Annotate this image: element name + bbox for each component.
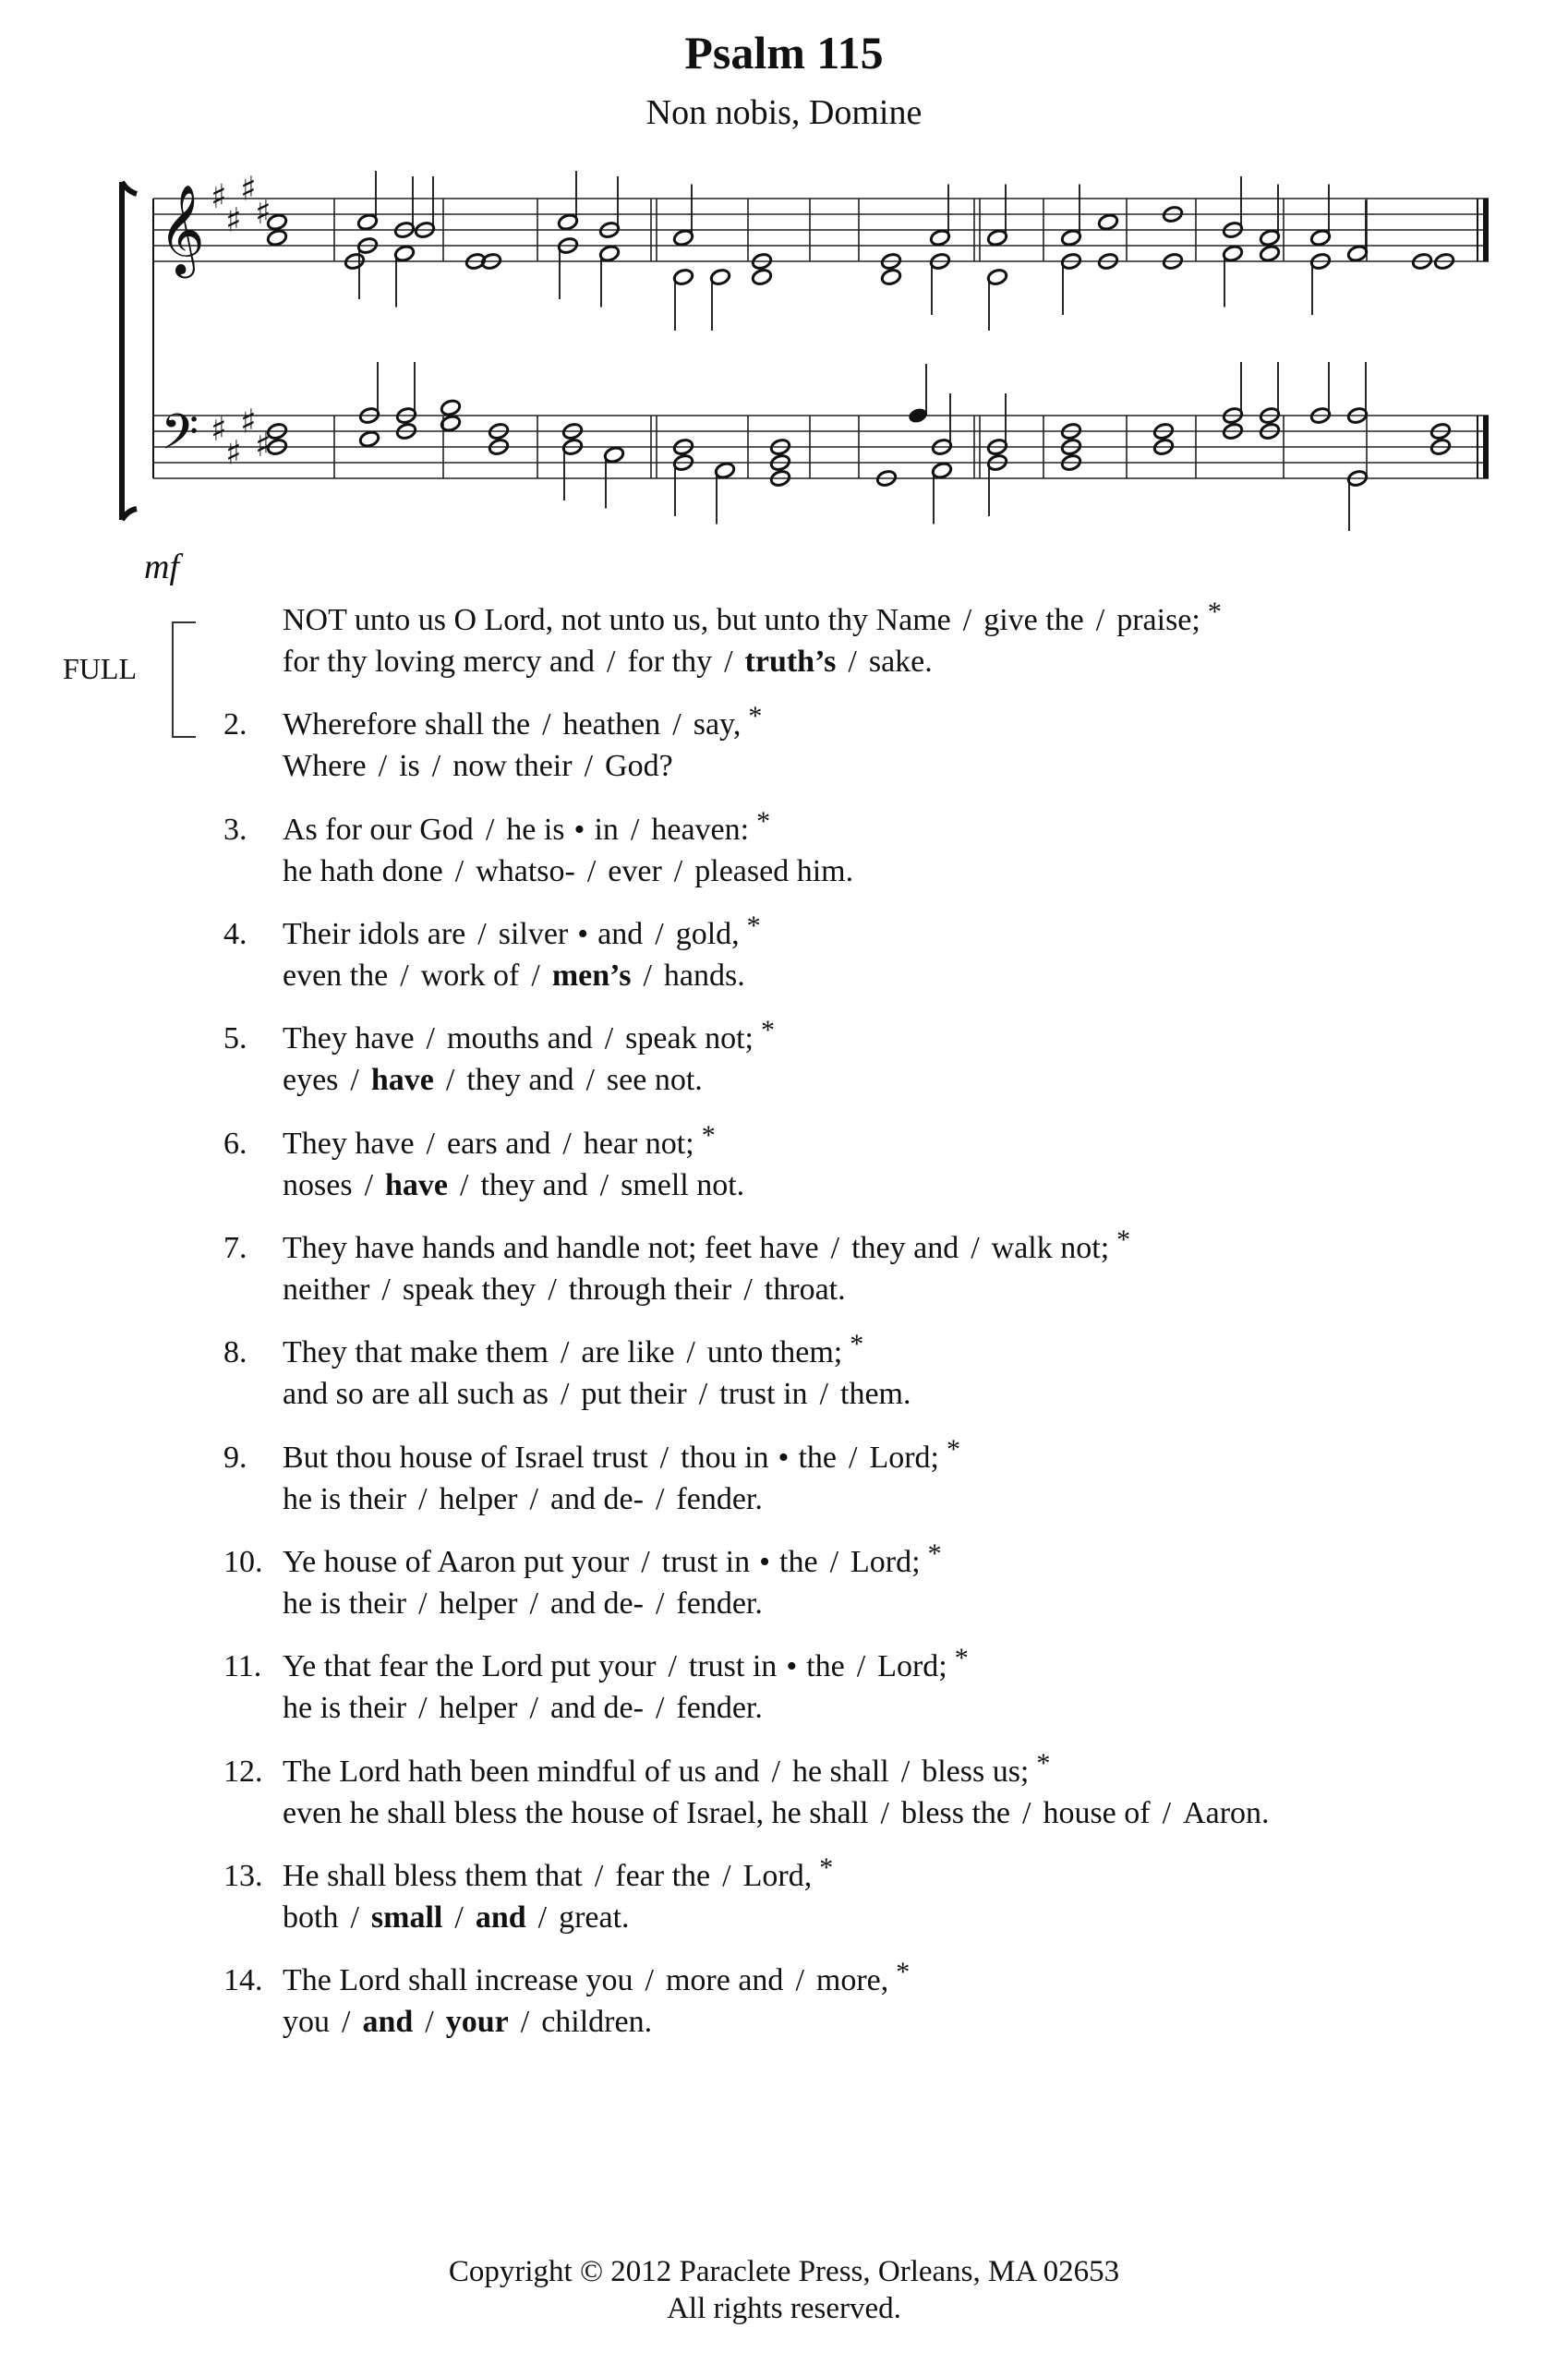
verse-first-half: [223, 1329, 911, 1374]
sharp-icon: ♯: [211, 411, 227, 449]
pointed-text: they and: [851, 1231, 959, 1265]
verse-second-half: [223, 746, 762, 787]
pointed-text: more and: [665, 1963, 784, 1997]
full-label: FULL: [63, 652, 137, 685]
bar-separator: /: [686, 1335, 695, 1369]
pointed-text: in: [594, 813, 619, 847]
pointed-text: speak they: [402, 1272, 537, 1307]
dynamic-marking: mf: [144, 548, 179, 586]
pointed-text: hear not;: [583, 1127, 694, 1161]
pointed-text: through their: [568, 1272, 732, 1307]
treble-notehead: [1259, 245, 1281, 263]
pointed-text: more,: [815, 1963, 889, 1997]
bar-separator: /: [445, 1063, 455, 1097]
bar-separator: /: [350, 1900, 359, 1935]
bar-separator: /: [560, 1377, 570, 1411]
verse: [223, 1434, 960, 1520]
verse-number: 11.: [223, 1649, 262, 1683]
sharp-icon: ♯: [240, 171, 257, 209]
bar-separator: /: [562, 1127, 572, 1161]
verse-first-half: [223, 1643, 969, 1688]
pointed-text: speak not;: [625, 1021, 754, 1055]
bar-separator: /: [381, 1272, 391, 1307]
pointed-text: children.: [541, 2005, 653, 2039]
mediation-asterisk: *: [850, 1329, 864, 1359]
pointed-text: sake.: [868, 645, 933, 679]
verse-second-half: [223, 851, 853, 892]
pointed-text: even he shall bless the house of Israel, he shall: [283, 1796, 869, 1830]
verse-number: 2.: [223, 707, 247, 742]
bar-separator: /: [585, 1063, 595, 1097]
bar-separator: /: [350, 1063, 359, 1097]
verse-first-half: [223, 1748, 1270, 1793]
pointed-text: the: [806, 1649, 845, 1683]
pointed-text: trust in: [688, 1649, 778, 1683]
sharp-icon: ♯: [211, 178, 227, 216]
bar-separator: /: [485, 813, 495, 847]
sharp-icon: ♯: [240, 403, 257, 441]
bar-separator: /: [722, 1859, 731, 1893]
verse-first-half: [223, 1224, 1131, 1270]
bar-separator: /: [856, 1649, 866, 1683]
sharp-icon: ♯: [225, 434, 242, 473]
pointed-text: walk not;: [991, 1231, 1110, 1265]
bar-separator: /: [655, 1586, 665, 1621]
bar-separator: /: [848, 1441, 858, 1475]
pointed-text: pleased him.: [694, 854, 854, 888]
verse-first-half: [223, 1015, 775, 1060]
stressed-text: small: [370, 1900, 443, 1935]
pointed-text: Ye that fear the Lord put your: [283, 1649, 657, 1683]
stressed-text: and: [362, 2005, 414, 2039]
bar-separator: /: [672, 707, 681, 742]
bar-separator: /: [454, 854, 464, 888]
pointed-text: the: [779, 1545, 818, 1579]
pointed-text: he is: [506, 813, 565, 847]
bar-separator: /: [698, 1377, 708, 1411]
stressed-text: truth’s: [744, 645, 837, 679]
mediation-asterisk: *: [1036, 1748, 1051, 1779]
verse-number: 6.: [223, 1127, 247, 1161]
pointed-text: They have: [283, 1127, 415, 1161]
verse-second-half: [223, 1060, 775, 1101]
pointed-text: throat.: [764, 1272, 846, 1307]
bar-separator: /: [584, 749, 594, 783]
bar-separator: /: [655, 1691, 665, 1725]
syllable-bullet: •: [786, 1649, 798, 1683]
mediation-asterisk: *: [701, 1120, 716, 1151]
pointed-text: Lord;: [877, 1649, 947, 1683]
verse-second-half: [223, 1479, 960, 1520]
pointed-text: and de-: [549, 1482, 644, 1516]
pointed-text: bless the: [900, 1796, 1010, 1830]
bar-separator: /: [418, 1586, 428, 1621]
pointed-text: they and: [480, 1168, 588, 1202]
pointed-text: both: [283, 1900, 339, 1935]
sharp-icon: ♯: [255, 194, 271, 232]
pointed-text: for thy loving mercy and: [283, 645, 596, 679]
pointed-text: ears and: [447, 1127, 551, 1161]
bar-separator: /: [655, 917, 664, 951]
verse: [223, 1329, 911, 1415]
bar-separator: /: [529, 1691, 538, 1725]
verse: [223, 911, 761, 996]
pointed-text: them.: [840, 1377, 911, 1411]
stressed-text: have: [385, 1168, 449, 1202]
bar-separator: /: [655, 1482, 665, 1516]
pointed-text: Lord,: [742, 1859, 813, 1893]
verse-second-half: [223, 1270, 1130, 1310]
pointed-text: he shall: [791, 1755, 889, 1789]
bar-separator: /: [645, 1963, 654, 1997]
pointed-text: unto them;: [706, 1335, 843, 1369]
treble-notehead: [880, 268, 902, 286]
pointed-text: he is their: [283, 1691, 407, 1725]
bar-separator: /: [819, 1377, 828, 1411]
stressed-text: have: [370, 1063, 434, 1097]
pointed-text: The Lord hath been mindful of us and: [283, 1755, 760, 1789]
pointed-text: he hath done: [283, 854, 443, 888]
mediation-asterisk: *: [1116, 1224, 1131, 1255]
bar-separator: /: [599, 1168, 609, 1202]
pointed-text: now their: [452, 749, 573, 783]
bar-separator: /: [607, 645, 616, 679]
verse-second-half: [223, 1898, 833, 1938]
sharp-icon: ♯: [255, 427, 271, 464]
pointed-text: Lord;: [850, 1545, 921, 1579]
mediation-asterisk: *: [760, 1015, 775, 1045]
pointed-text: helper: [439, 1691, 518, 1725]
verse-second-half: [223, 1584, 942, 1624]
pointed-text: see not.: [606, 1063, 703, 1097]
verse: [223, 1538, 942, 1624]
pointed-text: Ye house of Aaron put your: [283, 1545, 630, 1579]
page-subtitle: Non nobis, Domine: [645, 93, 923, 132]
pointed-text: heathen: [562, 707, 661, 742]
pointed-text: say,: [693, 707, 742, 742]
pointed-text: They have hands and handle not; feet have: [283, 1231, 819, 1265]
mediation-asterisk: *: [896, 1957, 911, 1987]
verse-second-half: [223, 1688, 969, 1729]
bar-separator: /: [594, 1859, 604, 1893]
bar-separator: /: [460, 1168, 469, 1202]
bar-separator: /: [630, 813, 640, 847]
bar-separator: /: [1162, 1796, 1172, 1830]
bar-separator: /: [426, 1021, 435, 1055]
bar-separator: /: [1095, 603, 1105, 637]
pointed-text: They that make them: [283, 1335, 549, 1369]
bass-notehead: [440, 399, 462, 417]
pointed-text: put their: [581, 1377, 687, 1411]
syllable-bullet: •: [778, 1441, 790, 1475]
mediation-asterisk: *: [1207, 597, 1222, 627]
pointed-text: you: [283, 2005, 330, 2039]
verse: [223, 1852, 834, 1938]
bar-separator: /: [425, 2005, 434, 2039]
verse-number: 9.: [223, 1441, 247, 1475]
pointed-text: they and: [466, 1063, 574, 1097]
verse-first-half: [223, 1538, 942, 1584]
copyright-notice: [0, 2253, 1568, 2327]
bar-separator: /: [668, 1649, 677, 1683]
pointed-text: neither: [283, 1272, 370, 1307]
pointed-text: But thou house of Israel trust: [283, 1441, 648, 1475]
verse-second-half: [223, 1165, 744, 1206]
bar-separator: /: [724, 645, 733, 679]
bar-separator: /: [604, 1021, 614, 1055]
mediation-asterisk: *: [746, 911, 761, 941]
bass-notehead: [358, 430, 380, 449]
verse-first-half: [223, 701, 763, 746]
verse: [223, 597, 1222, 682]
verse-number: 14.: [223, 1963, 263, 1997]
pointed-text: Aaron.: [1183, 1796, 1270, 1830]
verse-number: 3.: [223, 813, 247, 847]
bar-separator: /: [431, 749, 441, 783]
pointed-text: and de-: [549, 1691, 644, 1725]
bar-separator: /: [962, 603, 972, 637]
bar-separator: /: [1021, 1796, 1031, 1830]
bar-separator: /: [537, 1900, 548, 1935]
pointed-text: and de-: [549, 1586, 644, 1621]
pointed-text: Lord;: [869, 1441, 939, 1475]
pointed-text: work of: [420, 959, 520, 993]
mediation-asterisk: *: [756, 806, 771, 837]
bar-separator: /: [400, 959, 409, 993]
bar-separator: /: [900, 1755, 911, 1789]
syllable-bullet: •: [577, 917, 589, 951]
bar-separator: /: [426, 1127, 435, 1161]
verse: [223, 1224, 1131, 1310]
copyright-line: Copyright © 2012 Paraclete Press, Orleans, MA 02653: [448, 2255, 1120, 2288]
stressed-text: men’s: [551, 959, 632, 993]
pointed-text: silver: [498, 917, 569, 951]
pointed-text: smell not.: [621, 1168, 745, 1202]
verse-second-half: [223, 1374, 911, 1415]
pointed-text: fear the: [615, 1859, 711, 1893]
bar-separator: /: [529, 1482, 538, 1516]
pointed-text: mouths and: [447, 1021, 593, 1055]
mediation-asterisk: *: [819, 1852, 834, 1883]
verse-first-half: [223, 597, 1222, 642]
mediation-asterisk: *: [946, 1434, 960, 1465]
bar-separator: /: [520, 2005, 530, 2039]
verse-second-half: [223, 1793, 1270, 1834]
verse: [223, 806, 854, 892]
bar-separator: /: [342, 2005, 351, 2039]
bar-separator: /: [659, 1441, 669, 1475]
pointed-text: The Lord shall increase you: [283, 1963, 633, 1997]
bar-separator: /: [880, 1796, 889, 1830]
syllable-bullet: •: [759, 1545, 771, 1579]
pointed-text: he is their: [283, 1482, 407, 1516]
stressed-text: your: [445, 2005, 509, 2039]
verse-first-half: [223, 911, 761, 956]
verse: [223, 1957, 911, 2043]
verse: [223, 701, 763, 787]
pointed-text: Wherefore shall the: [283, 707, 531, 742]
bar-separator: /: [364, 1168, 374, 1202]
sharp-icon: ♯: [225, 201, 242, 240]
pointed-text: Their idols are: [283, 917, 466, 951]
pointed-text: fender.: [676, 1691, 763, 1725]
verse: [223, 1748, 1270, 1834]
system-bracket: [122, 182, 137, 520]
pointed-text: house of: [1043, 1796, 1151, 1830]
pointed-text: fender.: [676, 1586, 763, 1621]
bar-separator: /: [771, 1755, 780, 1789]
pointed-text: hands.: [663, 959, 745, 993]
verse-first-half: [223, 806, 853, 851]
verse-second-half: [223, 2002, 910, 2043]
pointed-text: trust in: [719, 1377, 808, 1411]
bar-separator: /: [454, 1900, 464, 1935]
verse: [223, 1643, 969, 1729]
chant-score: [111, 171, 1514, 531]
pointed-text: thou in: [681, 1441, 769, 1475]
bar-separator: /: [560, 1335, 570, 1369]
pointed-text: for thy: [627, 645, 713, 679]
pointed-text: They have: [283, 1021, 415, 1055]
verse-number: 4.: [223, 917, 247, 951]
syllable-bullet: •: [573, 813, 585, 847]
verse-first-half: [223, 1434, 960, 1479]
pointed-text: helper: [439, 1482, 518, 1516]
verse-number: 7.: [223, 1231, 247, 1265]
bar-separator: /: [641, 1545, 650, 1579]
pointed-text: helper: [439, 1586, 518, 1621]
bar-separator: /: [548, 1272, 557, 1307]
pointed-text: praise;: [1116, 603, 1200, 637]
verse-number: 5.: [223, 1021, 247, 1055]
verse-first-half: [223, 1957, 911, 2002]
treble-notehead: [751, 268, 773, 286]
bar-separator: /: [673, 854, 683, 888]
pointed-text: fender.: [676, 1482, 763, 1516]
pointed-text: and so are all such as: [283, 1377, 549, 1411]
rights-line: All rights reserved.: [667, 2292, 901, 2325]
treble-notehead: [1097, 213, 1119, 232]
bar-separator: /: [542, 707, 551, 742]
stressed-text: and: [475, 1900, 526, 1935]
pointed-text: He shall bless them that: [283, 1859, 583, 1893]
pointed-text: is: [399, 749, 420, 783]
pointed-text: noses: [283, 1168, 353, 1202]
full-bracket: [172, 621, 196, 738]
bar-separator: /: [971, 1231, 980, 1265]
pointed-text: God?: [605, 749, 673, 783]
verse-number: 13.: [223, 1859, 263, 1893]
pointed-text: As for our God: [283, 813, 474, 847]
verse-first-half: [223, 1852, 834, 1898]
bar-separator: /: [529, 1586, 538, 1621]
verse: [223, 1015, 775, 1101]
bar-separator: /: [477, 917, 487, 951]
mediation-asterisk: *: [954, 1643, 969, 1673]
bar-separator: /: [830, 1231, 840, 1265]
pointed-text: gold,: [675, 917, 740, 951]
verse-first-half: [223, 1120, 744, 1165]
pointed-text: NOT unto us O Lord, not unto us, but unto thy Name: [283, 603, 951, 637]
verse-number: 12.: [223, 1755, 263, 1789]
bar-separator: /: [378, 749, 388, 783]
bar-separator: /: [848, 645, 857, 679]
pointed-text: give the: [983, 603, 1084, 637]
bar-separator: /: [743, 1272, 753, 1307]
page-title: Psalm 115: [684, 27, 884, 78]
bar-separator: /: [531, 959, 540, 993]
verse-number: 8.: [223, 1335, 247, 1369]
verse: [223, 1120, 745, 1206]
pointed-text: and: [597, 917, 644, 951]
pointed-text: Where: [283, 749, 367, 783]
pointed-text: he is their: [283, 1586, 407, 1621]
bass-clef-icon: 𝄢: [161, 404, 199, 473]
pointed-text: eyes: [283, 1063, 339, 1097]
bar-separator: /: [418, 1691, 428, 1725]
verse-second-half: [223, 642, 1222, 682]
pointed-text: are like: [581, 1335, 675, 1369]
mediation-asterisk: *: [927, 1538, 942, 1569]
pointed-text: even the: [283, 959, 389, 993]
pointed-text: trust in: [661, 1545, 751, 1579]
bar-separator: /: [418, 1482, 428, 1516]
pointed-text: the: [798, 1441, 837, 1475]
verse-number: 10.: [223, 1545, 263, 1579]
pointed-text: whatso-: [476, 854, 575, 888]
verse-second-half: [223, 956, 761, 996]
bar-separator: /: [829, 1545, 839, 1579]
bar-separator: /: [586, 854, 597, 888]
bar-separator: /: [643, 959, 652, 993]
pointed-text: great.: [559, 1900, 630, 1935]
treble-clef-icon: 𝄞: [159, 184, 205, 274]
mediation-asterisk: *: [748, 701, 763, 731]
pointed-text: heaven:: [651, 813, 750, 847]
pointed-text: ever: [608, 854, 662, 888]
bar-separator: /: [795, 1963, 804, 1997]
pointed-text: bless us;: [922, 1755, 1030, 1789]
